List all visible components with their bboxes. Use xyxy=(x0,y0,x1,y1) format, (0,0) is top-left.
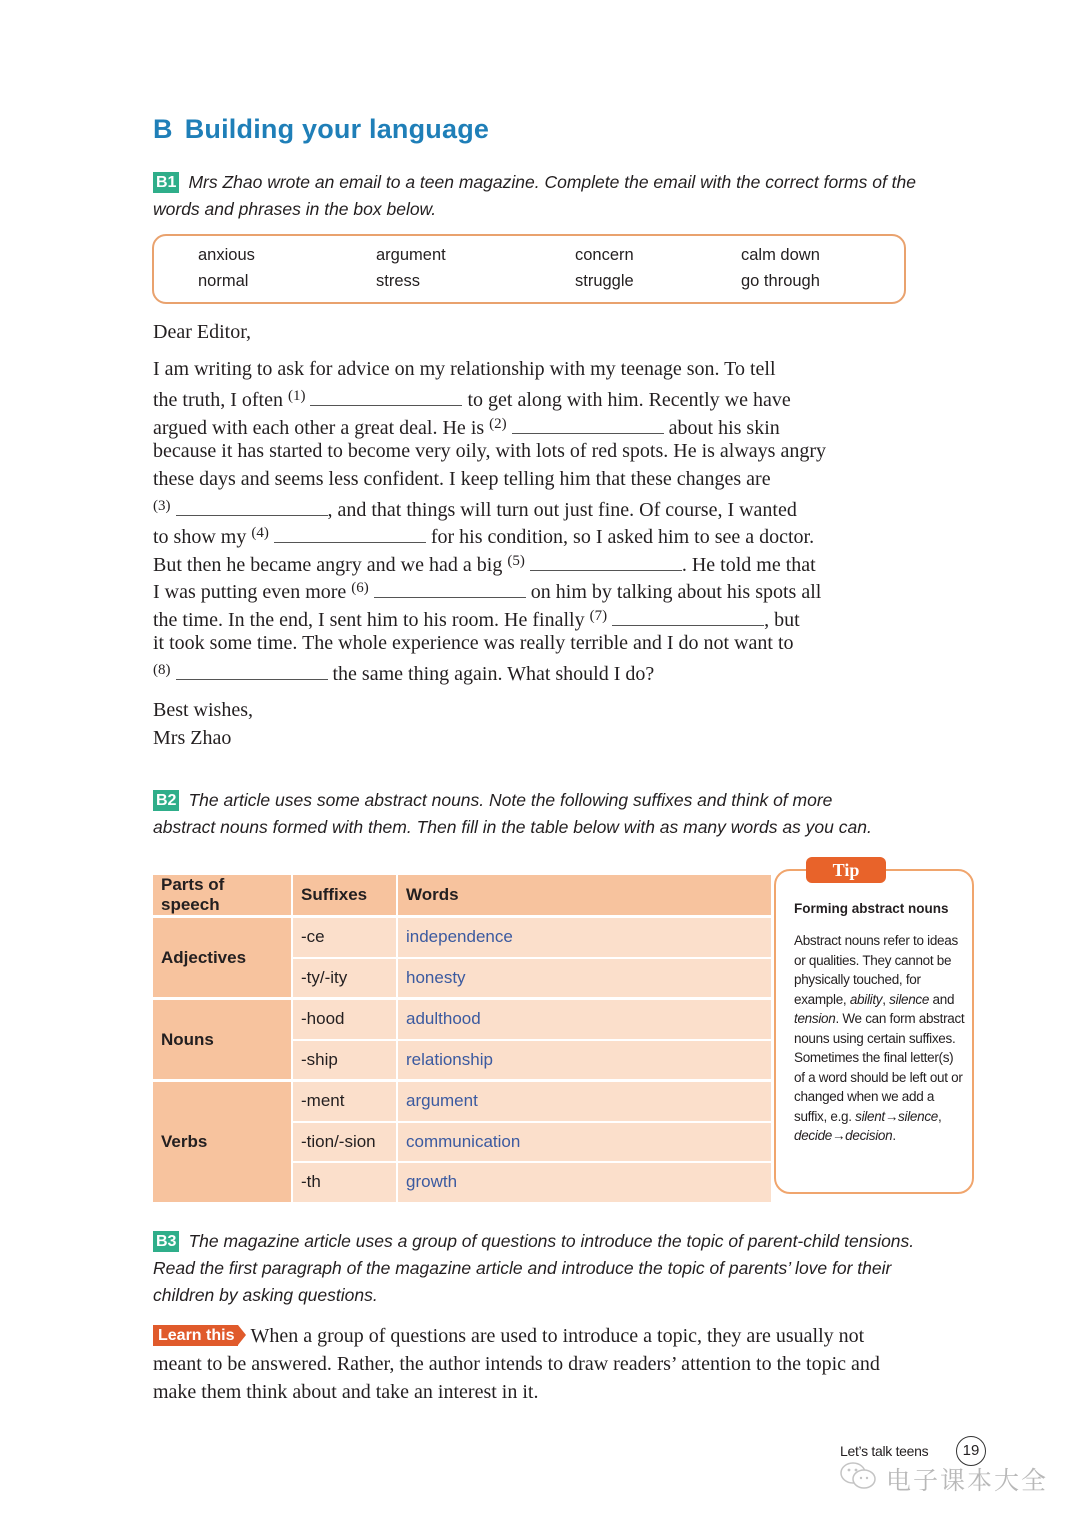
unit-title: Let’s talk teens xyxy=(840,1443,929,1459)
tip-text: . We can form abstract nouns using certain suffixes. Sometimes the final letter(s) of a word should be left out or changed when we add a suffix, e.g. xyxy=(794,1011,965,1124)
email-line xyxy=(153,356,913,383)
gap-number: (1) xyxy=(287,388,306,405)
gap-number: (5) xyxy=(507,552,525,569)
email-text: to get along with him. Recently we have xyxy=(462,389,791,412)
word-box-item: argument xyxy=(376,246,446,264)
answer-blank[interactable] xyxy=(176,662,328,680)
tip-example-word: tension xyxy=(794,1011,836,1026)
gap-number: (3) xyxy=(153,497,171,514)
closing: Best wishes, xyxy=(153,699,253,721)
table-header-row xyxy=(152,874,772,917)
tip-label: Tip xyxy=(806,857,886,883)
answer-blank[interactable] xyxy=(274,525,426,543)
answer-blank[interactable] xyxy=(310,388,462,406)
signature: Mrs Zhao xyxy=(153,727,232,749)
tip-example-word: silent→silence xyxy=(855,1108,938,1124)
suffix-cell: -ce xyxy=(292,917,397,958)
tip-text: . xyxy=(892,1128,896,1143)
email-line xyxy=(153,575,913,602)
email-text: argued with each other a great deal. He is xyxy=(153,416,490,439)
word-cell[interactable]: honesty xyxy=(397,958,772,999)
suffix-cell: -hood xyxy=(292,999,397,1040)
email-text: it took some time. The whole experience was really terrible and I do not want to xyxy=(153,631,794,654)
tip-example-word: ability xyxy=(849,991,883,1007)
table-header: Words xyxy=(397,874,772,917)
greeting: Dear Editor, xyxy=(153,321,252,343)
email-text: to show my xyxy=(153,526,252,549)
b2-badge: B2 xyxy=(153,790,179,811)
suffix-cell: -th xyxy=(292,1162,397,1203)
email-line xyxy=(153,383,913,410)
email-closing xyxy=(153,696,913,752)
tip-example-word: decide→decision xyxy=(794,1128,893,1143)
word-box-item: anxious xyxy=(198,246,255,264)
answer-blank[interactable] xyxy=(176,498,328,516)
email-text: the same thing again. What should I do? xyxy=(327,663,655,686)
tip-text: and xyxy=(929,991,955,1007)
email-text: on him by talking about his spots all xyxy=(525,581,822,604)
page-number: 19 xyxy=(956,1436,986,1466)
tip-body xyxy=(794,931,966,1146)
suffix-cell: -ship xyxy=(292,1040,397,1081)
word-cell[interactable]: argument xyxy=(397,1081,772,1122)
gap-number: (2) xyxy=(489,415,507,432)
table-row xyxy=(152,999,772,1040)
email-text: I am writing to ask for advice on my relationship with my teenage son. To tell xyxy=(153,358,776,380)
suffix-table xyxy=(151,873,773,1204)
learn-this-text: When a group of questions are used to introduce a topic, they are usually not meant to be answered. Rather, the author intends to draw readers’ attention to the topic and make them think about and take an interest in it. xyxy=(153,1325,880,1403)
word-cell[interactable]: communication xyxy=(397,1122,772,1163)
gap-number: (7) xyxy=(589,607,608,624)
email-text: the time. In the end, I sent him to his room. He finally xyxy=(153,608,590,631)
part-of-speech: Adjectives xyxy=(152,917,292,999)
wechat-icon xyxy=(838,1460,878,1498)
table-row xyxy=(152,1081,772,1122)
tip-text: Abstract nouns refer to ideas or qualities. They cannot be physically touched, for example, xyxy=(794,933,958,1007)
email-line xyxy=(153,548,913,575)
email-greeting xyxy=(153,319,913,346)
word-box-item: go through xyxy=(741,272,820,290)
word-box-item: stress xyxy=(376,272,421,290)
gap-number: (4) xyxy=(251,525,269,542)
word-cell[interactable]: independence xyxy=(397,917,772,958)
email-line xyxy=(153,466,913,493)
gap-number: (8) xyxy=(153,662,171,679)
email-text: . He told me that xyxy=(681,553,816,576)
email-text: I was putting even more xyxy=(153,581,352,604)
email-text: , and that things will turn out just fine. Of course, I wanted xyxy=(327,498,797,521)
tip-box xyxy=(774,860,974,1194)
word-cell[interactable]: growth xyxy=(397,1162,772,1203)
b3-instruction xyxy=(153,1228,923,1309)
b1-instruction-text: Mrs Zhao wrote an email to a teen magazine. Complete the email with the correct forms of the words and phrases in the box below. xyxy=(153,172,917,219)
section-letter: B xyxy=(153,114,173,144)
answer-blank[interactable] xyxy=(512,416,664,434)
email-line xyxy=(153,603,913,630)
b3-instruction-text: The magazine article uses a group of questions to introduce the topic of parent-child tensions. Read the first paragraph of the magazine article and introduce the topic of parents’ love for their children by asking questions. xyxy=(153,1231,915,1305)
section-heading: Building your language xyxy=(184,114,490,144)
watermark xyxy=(838,1462,1048,1496)
b1-badge: B1 xyxy=(153,172,179,193)
email-line xyxy=(153,657,913,684)
watermark-text: 电子课本大全 xyxy=(886,1466,1049,1495)
email-line xyxy=(153,630,913,657)
suffix-cell: -ment xyxy=(292,1081,397,1122)
gap-number: (6) xyxy=(351,580,369,597)
learn-this-note xyxy=(153,1322,913,1406)
b3-badge: B3 xyxy=(153,1231,179,1252)
email-text: because it has started to become very oily, with lots of red spots. He is always angry xyxy=(153,440,826,463)
answer-blank[interactable] xyxy=(530,553,682,571)
email-line xyxy=(153,493,913,520)
word-box-item: concern xyxy=(575,246,634,264)
section-title xyxy=(153,114,489,145)
word-box-item: struggle xyxy=(575,272,634,290)
table-header: Suffixes xyxy=(292,874,397,917)
word-box xyxy=(152,234,906,304)
tip-heading: Forming abstract nouns xyxy=(794,901,949,916)
learn-this-badge: Learn this xyxy=(153,1325,238,1346)
table-header: Parts of speech xyxy=(152,874,292,917)
tip-example-word: silence xyxy=(889,991,930,1007)
word-cell[interactable]: relationship xyxy=(397,1040,772,1081)
word-cell[interactable]: adulthood xyxy=(397,999,772,1040)
email-line xyxy=(153,520,913,547)
b2-instruction-text: The article uses some abstract nouns. Note the following suffixes and think of more abstract nouns formed with them. Then fill in the table below with as many words as you can. xyxy=(153,790,872,837)
b1-instruction xyxy=(153,169,923,223)
suffix-cell: -tion/-sion xyxy=(292,1122,397,1163)
tip-text: , xyxy=(882,991,890,1007)
email-line xyxy=(153,411,913,438)
email-text: , but xyxy=(764,608,800,631)
word-box-item: normal xyxy=(198,272,249,290)
email-text: the truth, I often xyxy=(153,389,288,412)
email-line xyxy=(153,438,913,465)
b2-instruction xyxy=(153,787,888,841)
email-text: for his condition, so I asked him to see a doctor. xyxy=(425,526,815,549)
answer-blank[interactable] xyxy=(374,580,526,598)
tip-text: , xyxy=(937,1108,942,1124)
word-box-item: calm down xyxy=(741,246,820,264)
email-body xyxy=(153,356,913,685)
email-text: these days and seems less confident. I keep telling him that these changes are xyxy=(153,467,771,490)
email-text: about his skin xyxy=(663,416,780,439)
suffix-cell: -ty/-ity xyxy=(292,958,397,999)
answer-blank[interactable] xyxy=(612,608,764,626)
part-of-speech: Verbs xyxy=(152,1081,292,1203)
part-of-speech: Nouns xyxy=(152,999,292,1081)
email-text: But then he became angry and we had a big xyxy=(153,553,508,576)
table-row xyxy=(152,917,772,958)
